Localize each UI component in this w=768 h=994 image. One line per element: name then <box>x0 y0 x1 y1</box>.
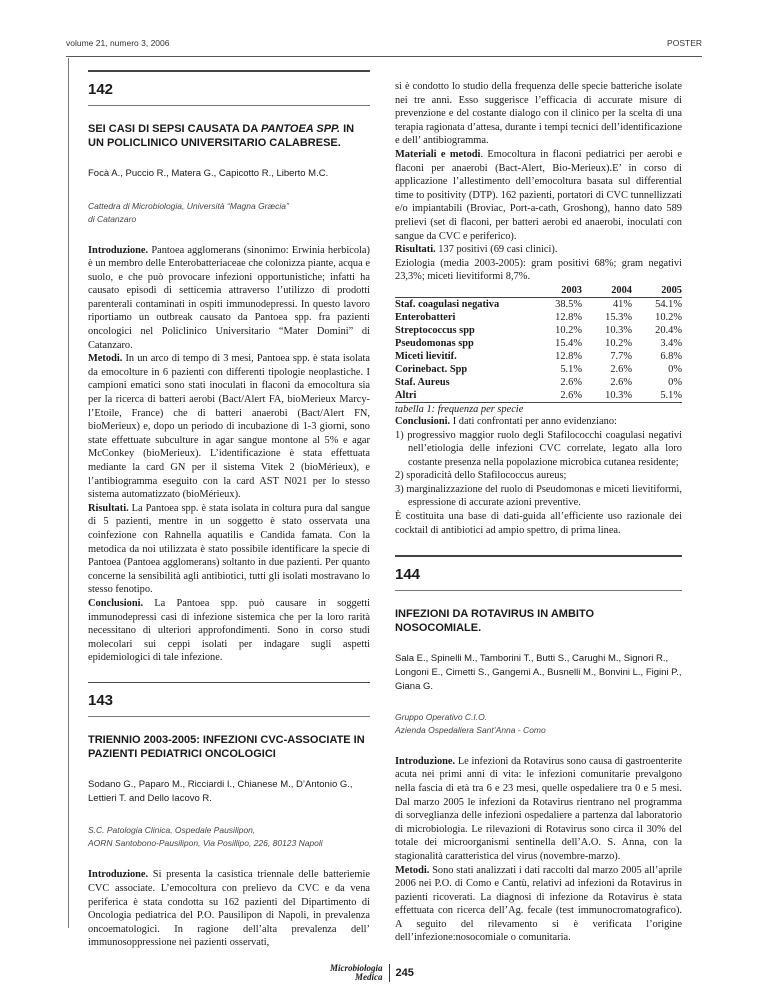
table-cell-percent: 15.3% <box>605 311 632 323</box>
table-cell-species: Streptococcus spp <box>395 324 475 336</box>
abstract-143-materials: Materiali e metodi. Emocoltura in flaconi pediatrici per aerobi e flaconi per anaerobi (Bact-Alert, Bio-Merieux).E’ in corso di applicazione l’allestimento dell’emocoltura basata sul differential time to positivity (DTP). 162 pazienti, portatori di CVC tunnellizzati e/o impiantabili (Broviac, Port-a-cath, Groshong), hanno dato 589 prelievi (set di flaconi, per batteri aerobi ed anaerobi, inoculati con sangue da CVC e periferico). <box>395 148 682 242</box>
abstract-143-title: TRIENNIO 2003-2005: INFEZIONI CVC-ASSOCIATE IN PAZIENTI PEDIATRICI ONCOLOGICI <box>88 734 365 761</box>
abstract-143-top-rule <box>88 682 370 684</box>
table-cell-percent: 0% <box>668 363 682 375</box>
abstract-143-continued <box>395 80 682 284</box>
table-row <box>395 337 682 350</box>
table-cell-percent: 10.2% <box>555 324 582 336</box>
abstract-142-title: SEI CASI DI SEPSI CAUSATA DA PANTOEA SPP. IN UN POLICLINICO UNIVERSITARIO CALABRESE. <box>88 122 355 149</box>
table-cell-percent: 7.7% <box>610 350 632 362</box>
table-header-row <box>395 284 682 298</box>
list-item: 3) marginalizzazione del ruolo di Pseudomonas e miceti lievitiformi, espressione di accurate azioni preventive. <box>395 483 682 509</box>
abstract-143-authors: Sodano G., Paparo M., Ricciardi I., Chianese M., D’Antonio G., Lettieri T. and Dello Iacovo R. <box>88 779 353 805</box>
table-header-year: 2004 <box>582 284 632 298</box>
table-cell-percent: 10.2% <box>605 337 632 349</box>
abstract-144-intro: Introduzione. Le infezioni da Rotavirus sono causa di gastroenterite acuta nei primi anni di vita: le infezioni comunitarie prevalgono nella fascia di età tra 6 e 23 mesi, quelle ospedaliere tra 0 e 5 mesi. Dal marzo 2005 le infezioni da Rotavirus rientrano nel programma di sorveglianza delle infezioni ospedaliere a partenza dal laboratorio di microbiologia. Le rilevazioni di Rotavirus sono circa il 30% del totale dei microorganismi sentinella dell’A.O. S. Anna, con la stagionalità caratteristica del virus (novembre-marzo). <box>395 755 682 862</box>
table-header-blank <box>395 284 532 298</box>
abstract-143-conclusions: Conclusioni. I dati confrontati per anno evidenziano: 1) progressivo maggior ruolo degli Stafilococchi coagulasi negativi nell’etiologia delle infezioni CVC correlate, legato alla loro costante presenza nella popolazione microbica cutanea residente; 2) sporadicità dello Stafilococcus aureus; 3) marginalizzazione del ruolo di Pseudomonas e miceti lievitiformi, espressione di accurate azioni preventive. È costituita una base di dati-guida all’efficiente uso razionale dei cocktail di antibiotici ad ampio spettro, di prima linea. <box>395 415 682 536</box>
conclusions-list <box>395 429 682 511</box>
header-rule <box>66 56 702 57</box>
table-cell-percent: 6.8% <box>660 350 682 362</box>
page-number: 245 <box>395 967 414 979</box>
table-cell-percent: 10.2% <box>655 311 682 323</box>
abstract-143-closing: È costituita una base di dati-guida all’efficiente uso razionale dei cocktail di antibiotici ad ampio spettro, di prima linea. <box>395 511 682 536</box>
table-cell-percent: 54.1% <box>655 298 682 310</box>
table-cell-percent: 2.6% <box>610 376 632 388</box>
table-cell-species: Enterobatteri <box>395 311 456 323</box>
abstract-143-results: Risultati. 137 positivi (69 casi clinici). <box>395 244 558 256</box>
table-cell-percent: 2.6% <box>610 363 632 375</box>
list-item: 2) sporadicità dello Stafilococcus aureus; <box>395 470 567 482</box>
table-header-year: 2003 <box>532 284 582 298</box>
table-cell-percent: 20.4% <box>655 324 682 336</box>
abstract-142-body <box>88 244 370 665</box>
abstract-142-number-rule <box>88 105 370 106</box>
table-cell-percent: 5.1% <box>560 363 582 375</box>
table-cell-species: Corinebact. Spp <box>395 363 468 375</box>
table-cell-percent: 15.4% <box>555 337 582 349</box>
abstract-142-intro: Introduzione. Pantoea agglomerans (sinonimo: Erwinia herbicola) è un membro delle Enterobatteriaceae che colonizza piante, acqua e suolo, e che può provocare infezioni opportunistiche; infatti ha causato episodi di setticemia attraverso l’utilizzo di prodotti parenterali contaminati in ospiti immunodepressi. In questo lavoro riportiamo un outbreak causato da Pantoea spp. fra pazienti oncologici nel Policlinico Universitario “Mater Domini” di Catanzaro. <box>88 244 370 351</box>
abstract-143-intro: Introduzione. Si presenta la casistica triennale delle batteriemie CVC associate. L’emocoltura con prelievo da CVC e da vena periferica è stata condotta su 162 pazienti del Dipartimento di Oncologia pediatrica del P.O. Pausilipon di Napoli, in prevalenza oncoematologici. In ragione dell’alta prevalenza dell’ immunosoppressione nei pazienti osservati, <box>88 869 370 949</box>
section-header: POSTER <box>667 38 702 48</box>
abstract-144-number-rule <box>395 590 682 591</box>
abstract-142-authors: Focà A., Puccio R., Matera G., Capicotto R., Liberto M.C. <box>88 167 329 179</box>
abstract-144-authors: Sala E., Spinelli M., Tamborini T., Butti S., Carughi M., Signori R., Longoni E., Cimetti S., Gangemi A., Busnelli M., Bonvini L., Figini P., Giana G. <box>395 652 682 692</box>
table-cell-percent: 2.6% <box>560 389 582 401</box>
abstract-142-methods: Metodi. In un arco di tempo di 3 mesi, Pantoea spp. è stata isolata da emocolture in 6 pazienti con differenti tipologie neoplastiche. I campioni ematici sono stati inoculati in flaconi da emocoltura sia per la ricerca di batteri aerobi (Bact/Alert FA, bioMerieux Marcy-l’Etoile, France) che di batteri anaerobi (Bact/Alert FN, bioMerieux) e, dopo un periodo di incubazione di 1-3 giorni, sono state effettuate subculture in agar sangue montone al 5% e agar McConkey (bioMerieux). L’identificazione è stata effettuata mediante la card GN per il sistema Vitek 2 (bioMérieux), e l’antibiogramma eseguito con la card AST N021 per lo stesso sistema automatizzato (bioMérieux). <box>88 353 370 501</box>
table-row <box>395 376 682 389</box>
table-cell-percent: 12.8% <box>555 311 582 323</box>
table-cell-species: Staf. Aureus <box>395 376 450 388</box>
journal-logo: Microbiologia Medica <box>330 964 390 982</box>
left-margin-rule <box>68 58 69 928</box>
list-item: 1) progressivo maggior ruolo degli Stafilococchi coagulasi negativi nell’etiologia delle infezioni CVC correlate, legato alla loro costante presenza nella popolazione microbica cutanea residente; <box>395 429 682 468</box>
abstract-143-number: 143 <box>88 692 114 710</box>
abstract-142-results: Risultati. La Pantoea spp. è stata isolata in coltura pura dal sangue di 5 pazienti, mentre in un soggetto è stato osservata una coinfezione con Rahnella aquatilis e Candida famata. Con la metodica da noi utilizzata è stato possibile identificare la specie di Pantoea (Pantoea agglomerans) soltanto in due pazienti. Per quanto concerne la sensibilità agli antibiotici, tutti gli isolati mostravano lo stesso fenotipo. <box>88 502 370 596</box>
abstract-144-number: 144 <box>395 565 421 583</box>
table-cell-species: Altri <box>395 389 417 401</box>
table-row <box>395 297 682 311</box>
table-cell-percent: 10.3% <box>605 389 632 401</box>
table-cell-percent: 3.4% <box>660 337 682 349</box>
table-caption: tabella 1: frequenza per specie <box>395 402 682 415</box>
table-cell-percent: 38.5% <box>555 298 582 310</box>
abstract-143-etiology: Eziologia (media 2003-2005): gram positivi 68%; gram negativi 23,3%; miceti lievitiformi 8,7%. <box>395 257 682 283</box>
table-row <box>395 350 682 363</box>
left-column <box>88 58 370 950</box>
table-cell-percent: 5.1% <box>660 389 682 401</box>
journal-volume-header: volume 21, numero 3, 2006 <box>66 38 170 48</box>
abstract-142-number: 142 <box>88 80 114 98</box>
table-cell-species: Pseudomonas spp <box>395 337 474 349</box>
abstract-144-top-rule <box>395 555 682 557</box>
abstract-144-methods: Metodi. Sono stati analizzati i dati raccolti dal marzo 2005 all’aprile 2006 nei P.O. di Como e Cantù, relativi ad infezioni da Rotavirus in pazienti ricoverati. La diagnosi di infezione da Rotavirus è stata effettuata con ricerca dell’Ag. fecale (test immunocromatografico). A seguito del rilevamento si è verificata l’origine dell’infezione:nosocomiale o comunitaria. <box>395 864 682 944</box>
abstract-144-title: INFEZIONI DA ROTAVIRUS IN AMBITO NOSOCOMIALE. <box>395 607 595 634</box>
table-cell-percent: 12.8% <box>555 350 582 362</box>
table-row <box>395 389 682 402</box>
abstract-142-top-rule <box>88 70 370 72</box>
table-cell-percent: 10.3% <box>605 324 632 336</box>
abstract-142-affiliation: Cattedra di Microbiologia, Università “Magna Græcia” di Catanzaro <box>88 200 289 224</box>
page-footer <box>330 964 414 982</box>
table-cell-species: Miceti lievitif. <box>395 350 457 362</box>
table-cell-percent: 41% <box>612 298 632 310</box>
table-cell-percent: 0% <box>668 376 682 388</box>
abstract-144-affiliation: Gruppo Operativo C.I.O. Azienda Ospedaliera Sant’Anna - Como <box>395 711 546 735</box>
table-row <box>395 363 682 376</box>
abstract-143-affiliation: S.C. Patologia Clinica, Ospedale Pausilipon, AORN Santobono-Pausilipon, Via Posillipo, 226, 80123 Napoli <box>88 825 323 849</box>
abstract-142-conclusions: Conclusioni. La Pantoea spp. può causare in soggetti immunodepressi casi di infezione sistemica che per la loro rarità necessitano di ulteriori approfondimenti. Sono in corso studi molecolari sui ceppi isolati per indagare sugli aspetti epidemiologici di tale infezione. <box>88 597 370 664</box>
table-cell-species: Staf. coagulasi negativa <box>395 298 500 310</box>
abstract-144-body <box>395 755 682 945</box>
table-cell-percent: 2.6% <box>560 376 582 388</box>
abstract-143-intro-cont: si è condotto lo studio della frequenza delle specie batteriche isolate nei tre anni. Esso suggerisce l’efficacia di accurate misure di prevenzione e del costante dialogo con il clinico per la scelta di una terapia ragionata d’attesa, durante i tempi tecnici dell’identificazione e dell’ antibiogramma. <box>395 81 682 147</box>
table-row <box>395 324 682 337</box>
table-header-year: 2005 <box>632 284 682 298</box>
table-row <box>395 311 682 324</box>
right-column <box>395 58 682 945</box>
frequency-table <box>395 284 682 402</box>
abstract-143-number-rule <box>88 716 370 717</box>
